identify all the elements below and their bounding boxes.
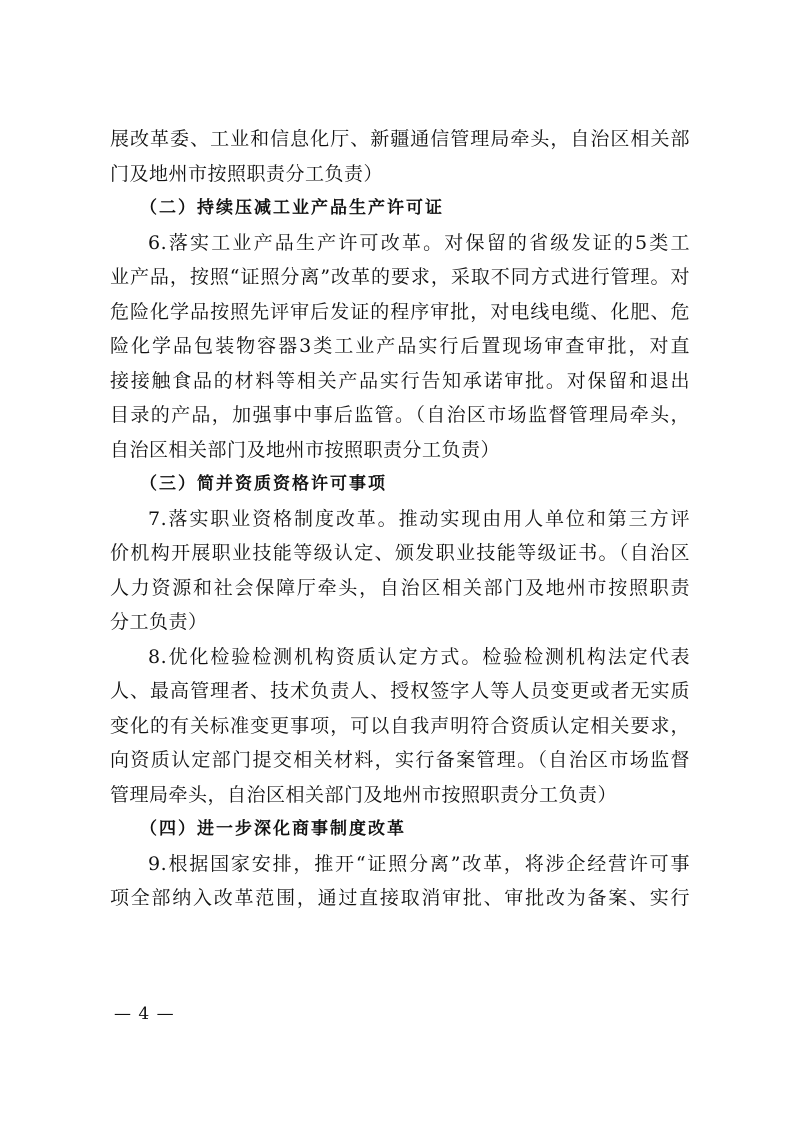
section-heading: （三）简并资质资格许可事项 bbox=[140, 474, 387, 494]
section-heading: （二）持续压减工业产品生产许可证 bbox=[140, 198, 444, 218]
text-line: 管理局牵头，自治区相关部门及地州市按照职责分工负责） bbox=[110, 783, 618, 806]
text-line: 分工负责） bbox=[110, 611, 208, 633]
text-line: 价机构开展职业技能等级认定、颁发职业技能等级证书。（自治区 bbox=[110, 542, 690, 564]
text-line: 接接触食品的材料等相关产品实行告知承诺审批。对保留和退出 bbox=[110, 369, 690, 392]
text-line: 目录的产品，加强事中事后监管。（自治区市场监督管理局牵头， bbox=[110, 404, 690, 426]
text-line: 向资质认定部门提交相关材料，实行备案管理。（自治区市场监督 bbox=[110, 749, 690, 771]
text-line: 展改革委、工业和信息化厅、新疆通信管理局牵头，自治区相关部 bbox=[110, 128, 690, 150]
text-line: 危险化学品按照先评审后发证的程序审批，对电线电缆、化肥、危 bbox=[110, 300, 690, 323]
text-line: 变化的有关标准变更事项，可以自我声明符合资质认定相关要求， bbox=[110, 714, 690, 737]
paragraph bbox=[110, 226, 690, 468]
text-line: 9.根据国家安排，推开“证照分离”改革，将涉企经营许可事 bbox=[148, 852, 690, 875]
text-line: 人、最高管理者、技术负责人、授权签字人等人员变更或者无实质 bbox=[110, 680, 690, 702]
section-heading: （四）进一步深化商事制度改革 bbox=[140, 819, 406, 839]
text-line: 8.优化检验检测机构资质认定方式。检验检测机构法定代表 bbox=[148, 645, 690, 668]
document-body bbox=[110, 122, 690, 916]
paragraph bbox=[110, 122, 690, 191]
text-line: 人力资源和社会保障厅牵头，自治区相关部门及地州市按照职责 bbox=[110, 576, 690, 599]
paragraph bbox=[110, 640, 690, 813]
page-number: — 4 — bbox=[114, 1004, 175, 1024]
text-line: 7.落实职业资格制度改革。推动实现由用人单位和第三方评 bbox=[148, 507, 690, 530]
text-line: 门及地州市按照职责分工负责） bbox=[110, 162, 384, 185]
paragraph bbox=[110, 847, 690, 916]
text-line: 自治区相关部门及地州市按照职责分工负责） bbox=[110, 438, 501, 461]
text-line: 项全部纳入改革范围，通过直接取消审批、审批改为备案、实行 bbox=[110, 887, 690, 909]
text-line: 业产品，按照“证照分离”改革的要求，采取不同方式进行管理。对 bbox=[110, 266, 690, 288]
text-line: 险化学品包装物容器3类工业产品实行后置现场审查审批，对直 bbox=[110, 335, 690, 357]
text-line: 6.落实工业产品生产许可改革。对保留的省级发证的5类工 bbox=[148, 231, 690, 254]
paragraph bbox=[110, 502, 690, 640]
